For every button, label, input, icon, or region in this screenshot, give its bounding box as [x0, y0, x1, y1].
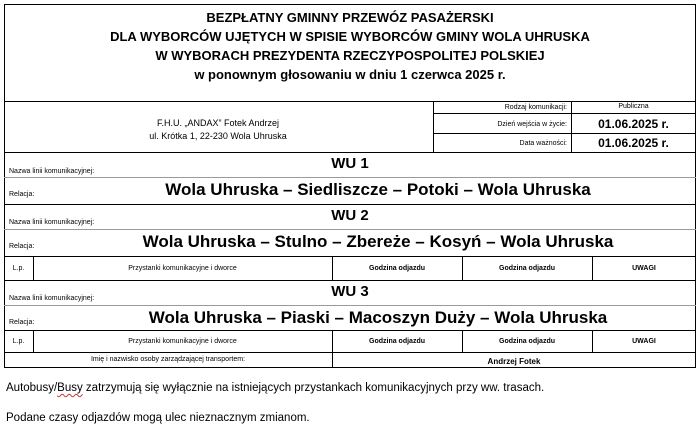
col-remarks: UWAGI [632, 338, 656, 345]
col-stops: Przystanki komunikacyjne i dworce [128, 338, 237, 345]
relation-label: Relacja: [9, 243, 35, 250]
col-departure-1: Godzina odjazdu [369, 338, 425, 345]
line-name-label: Nazwa linii komunikacyjnej: [9, 295, 95, 302]
valid-to-label: Data ważności: [519, 140, 567, 147]
header-line-2: DLA WYBORCÓW UJĘTYCH W SPISIE WYBORCÓW GMINY WOLA UHRUSKA [110, 29, 590, 44]
valid-to-value: 01.06.2025 r. [598, 136, 669, 150]
divider [433, 113, 696, 114]
valid-from-value: 01.06.2025 r. [598, 117, 669, 131]
header-line-1: BEZPŁATNY GMINNY PRZEWÓZ PASAŻERSKI [206, 10, 494, 25]
divider [4, 352, 696, 353]
col-lp: L.p. [12, 265, 25, 272]
line-1-route: Wola Uhruska – Siedliszcze – Potoki – Wola Uhruska [165, 180, 591, 199]
valid-from-label: Dzień wejścia w życie: [497, 121, 567, 128]
divider [4, 280, 696, 281]
manager-label: Imię i nazwisko osoby zarządzającej transportem: [90, 356, 246, 363]
header-line-3: W WYBORACH PREZYDENTA RZECZYPOSPOLITEJ POLSKIEJ [155, 48, 545, 63]
line-name-label: Nazwa linii komunikacyjnej: [9, 168, 95, 175]
col-stops: Przystanki komunikacyjne i dworce [128, 265, 237, 272]
operator-name: F.H.U. „ANDAX” Fotek Andrzej [156, 118, 280, 128]
line-2-code: WU 2 [331, 207, 369, 224]
note-stops [6, 380, 544, 396]
col-departure-1: Godzina odjazdu [369, 265, 425, 272]
relation-label: Relacja: [9, 319, 35, 326]
line-2-route: Wola Uhruska – Stulno – Zbereże – Kosyń – Wola Uhruska [142, 232, 614, 251]
comm-type-label: Rodzaj komunikacji: [504, 104, 567, 111]
note-times: Podane czasy odjazdów mogą ulec nieznacznym zmianom. [6, 412, 310, 424]
line-3-code: WU 3 [331, 283, 369, 300]
manager-name: Andrzej Fotek [487, 357, 541, 366]
note-stops-part: Autobusy/ [6, 382, 58, 394]
operator-address: ul. Krótka 1, 22-230 Wola Uhruska [149, 131, 287, 141]
line-3-route: Wola Uhruska – Piaski – Macoszyn Duży – Wola Uhruska [148, 308, 608, 327]
note-stops-part: Busy [57, 382, 83, 394]
divider [4, 152, 696, 153]
line-name-label: Nazwa linii komunikacyjnej: [9, 219, 95, 226]
col-remarks: UWAGI [632, 265, 656, 272]
header-line-4: w ponownym głosowaniu w dniu 1 czerwca 2025 r. [194, 67, 506, 82]
col-lp: L.p. [12, 338, 25, 345]
relation-label: Relacja: [9, 191, 35, 198]
divider [4, 204, 696, 205]
divider [4, 101, 696, 102]
col-departure-2: Godzina odjazdu [499, 338, 555, 345]
col-departure-2: Godzina odjazdu [499, 265, 555, 272]
line-1-code: WU 1 [331, 155, 369, 172]
note-stops-part: zatrzymują się wyłącznie na istniejących przystankach komunikacyjnych przy ww. trasach. [82, 382, 545, 394]
comm-type-value: Publiczna [618, 103, 649, 110]
